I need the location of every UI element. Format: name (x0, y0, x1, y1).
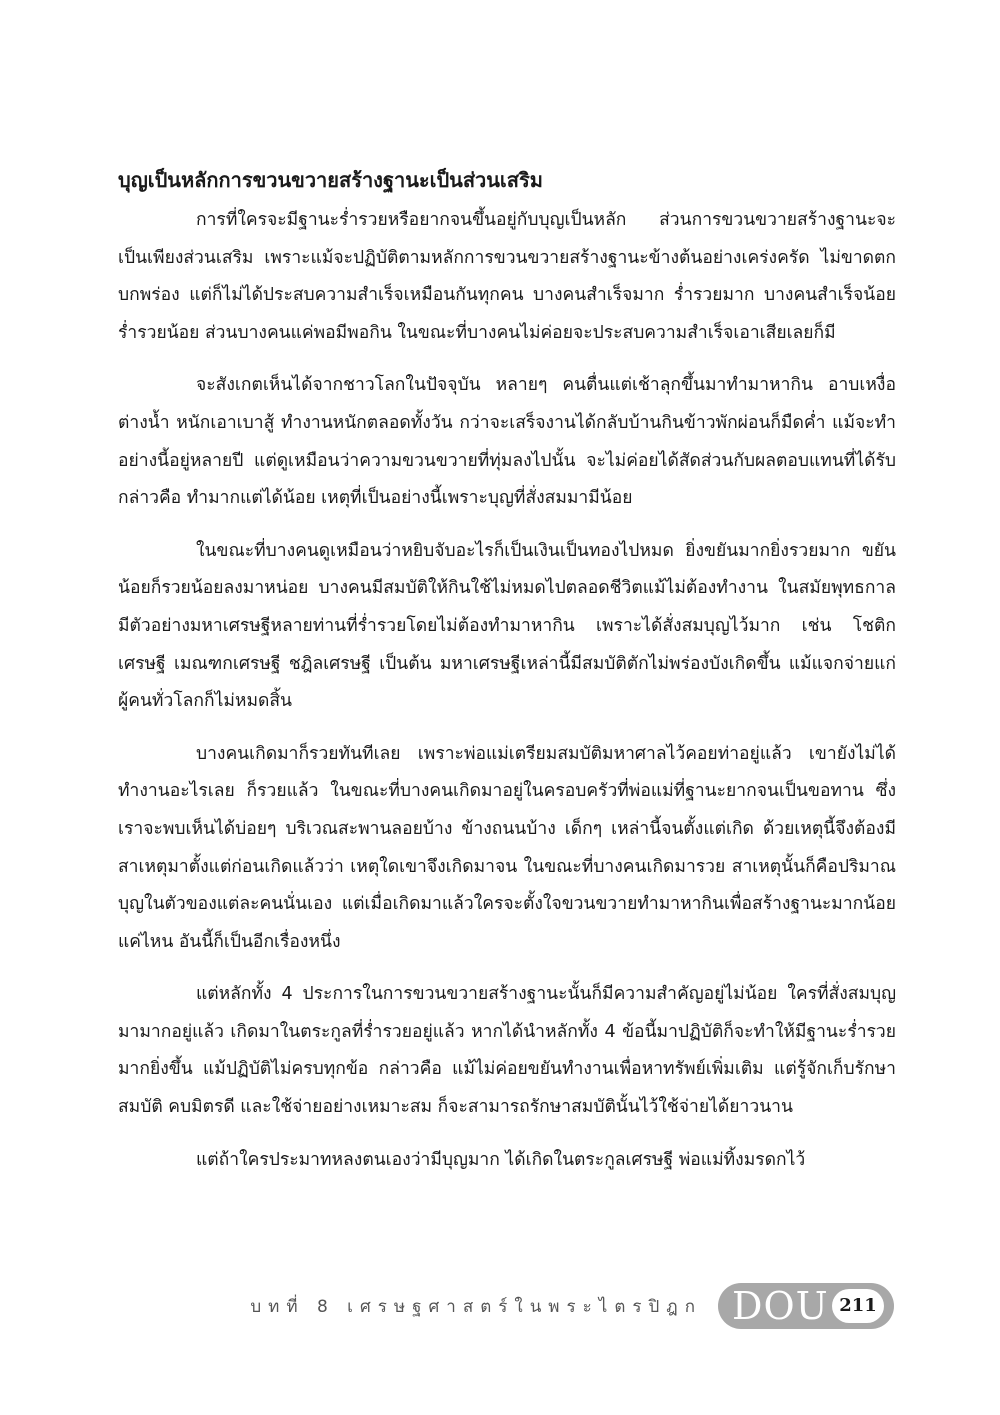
paragraph-5: แต่หลักทั้ง 4 ประการในการขวนขวายสร้างฐานะนั้นก็มีความสำคัญอยู่ไม่น้อย ใครที่สั่งสมบุญมามากอยู่แล้ว เกิดมาในตระกูลที่ร่ำรวยอยู่แล้ว หากได้นำหลักทั้ง 4 ข้อนี้มาปฏิบัติก็จะทำให้มีฐานะร่ำรวยมากยิ่งขึ้น แม้ปฏิบัติไม่ครบทุกข้อ กล่าวคือ แม้ไม่ค่อยขยันทำงานเพื่อหาทรัพย์เพิ่มเติม แต่รู้จักเก็บรักษาสมบัติ คบมิตรดี และใช้จ่ายอย่างเหมาะสม ก็จะสามารถรักษาสมบัตินั้นไว้ใช้จ่ายได้ยาวนาน (118, 984, 896, 1118)
page-body (118, 160, 896, 1194)
paragraph-6: แต่ถ้าใครประมาทหลงตนเองว่ามีบุญมาก ได้เกิดในตระกูลเศรษฐี พ่อแม่ทิ้งมรดกไว้ (196, 1149, 806, 1170)
chapter-title: บทที่ 8 เศรษฐศาสตร์ในพระไตรปิฎก (250, 1297, 702, 1317)
paragraph-3: ในขณะที่บางคนดูเหมือนว่าหยิบจับอะไรก็เป็นเงินเป็นทองไปหมด ยิ่งขยันมากยิ่งรวยมาก ขยันน้อยก็รวยน้อยลงมาหน่อย บางคนมีสมบัติให้กินใช้ไม่หมดไปตลอดชีวิตแม้ไม่ต้องทำงาน ในสมัยพุทธกาลมีตัวอย่างมหาเศรษฐีหลายท่านที่ร่ำรวยโดยไม่ต้องทำมาหากิน เพราะได้สั่งสมบุญไว้มาก เช่น โชติกเศรษฐี เมณฑกเศรษฐี ชฎิลเศรษฐี เป็นต้น มหาเศรษฐีเหล่านี้มีสมบัติตักไม่พร่องบังเกิดขึ้น แม้แจกจ่ายแก่ผู้คนทั่วโลกก็ไม่หมดสิ้น (118, 540, 896, 712)
page-footer (0, 1283, 1000, 1333)
page-number: 211 (832, 1289, 884, 1323)
paragraph-2: จะสังเกตเห็นได้จากชาวโลกในปัจจุบัน หลายๆ คนตื่นแต่เช้าลุกขึ้นมาทำมาหากิน อาบเหงื่อต่างน้ำ หนักเอาเบาสู้ ทำงานหนักตลอดทั้งวัน กว่าจะเสร็จงานได้กลับบ้านกินข้าวพักผ่อนก็มืดค่ำ แม้จะทำอย่างนี้อยู่หลายปี แต่ดูเหมือนว่าความขวนขวายที่ทุ่มลงไปนั้น จะไม่ค่อยได้สัดส่วนกับผลตอบแทนที่ได้รับ กล่าวคือ ทำมากแต่ได้น้อย เหตุที่เป็นอย่างนี้เพราะบุญที่สั่งสมมามีน้อย (118, 375, 896, 509)
section-heading: บุญเป็นหลักการขวนขวายสร้างฐานะเป็นส่วนเสริม (118, 168, 543, 192)
paragraph-4: บางคนเกิดมาก็รวยทันทีเลย เพราะพ่อแม่เตรียมสมบัติมหาศาลไว้คอยท่าอยู่แล้ว เขายังไม่ได้ทำงานอะไรเลย ก็รวยแล้ว ในขณะที่บางคนเกิดมาอยู่ในครอบครัวที่พ่อแม่ที่ฐานะยากจนเป็นขอทาน ซึ่งเราจะพบเห็นได้บ่อยๆ บริเวณสะพานลอยบ้าง ข้างถนนบ้าง เด็กๆ เหล่านี้จนตั้งแต่เกิด ด้วยเหตุนี้จึงต้องมีสาเหตุมาตั้งแต่ก่อนเกิดแล้วว่า เหตุใดเขาจึงเกิดมาจน ในขณะที่บางคนเกิดมารวย สาเหตุนั้นก็คือปริมาณบุญในตัวของแต่ละคนนั่นเอง แต่เมื่อเกิดมาแล้วใครจะตั้งใจขวนขวายทำมาหากินเพื่อสร้างฐานะมากน้อยแค่ไหน อันนี้ก็เป็นอีกเรื่องหนึ่ง (118, 743, 896, 952)
dou-badge (718, 1283, 894, 1329)
dou-logo: DOU (732, 1284, 829, 1328)
paragraph-1: การที่ใครจะมีฐานะร่ำรวยหรือยากจนขึ้นอยู่กับบุญเป็นหลัก ส่วนการขวนขวายสร้างฐานะจะเป็นเพียงส่วนเสริม เพราะแม้จะปฏิบัติตามหลักการขวนขวายสร้างฐานะข้างต้นอย่างเคร่งครัด ไม่ขาดตกบกพร่อง แต่ก็ไม่ได้ประสบความสำเร็จเหมือนกันทุกคน บางคนสำเร็จมาก ร่ำรวยมาก บางคนสำเร็จน้อย ร่ำรวยน้อย ส่วนบางคนแค่พอมีพอกิน ในขณะที่บางคนไม่ค่อยจะประสบความสำเร็จเอาเสียเลยก็มี (118, 210, 896, 343)
